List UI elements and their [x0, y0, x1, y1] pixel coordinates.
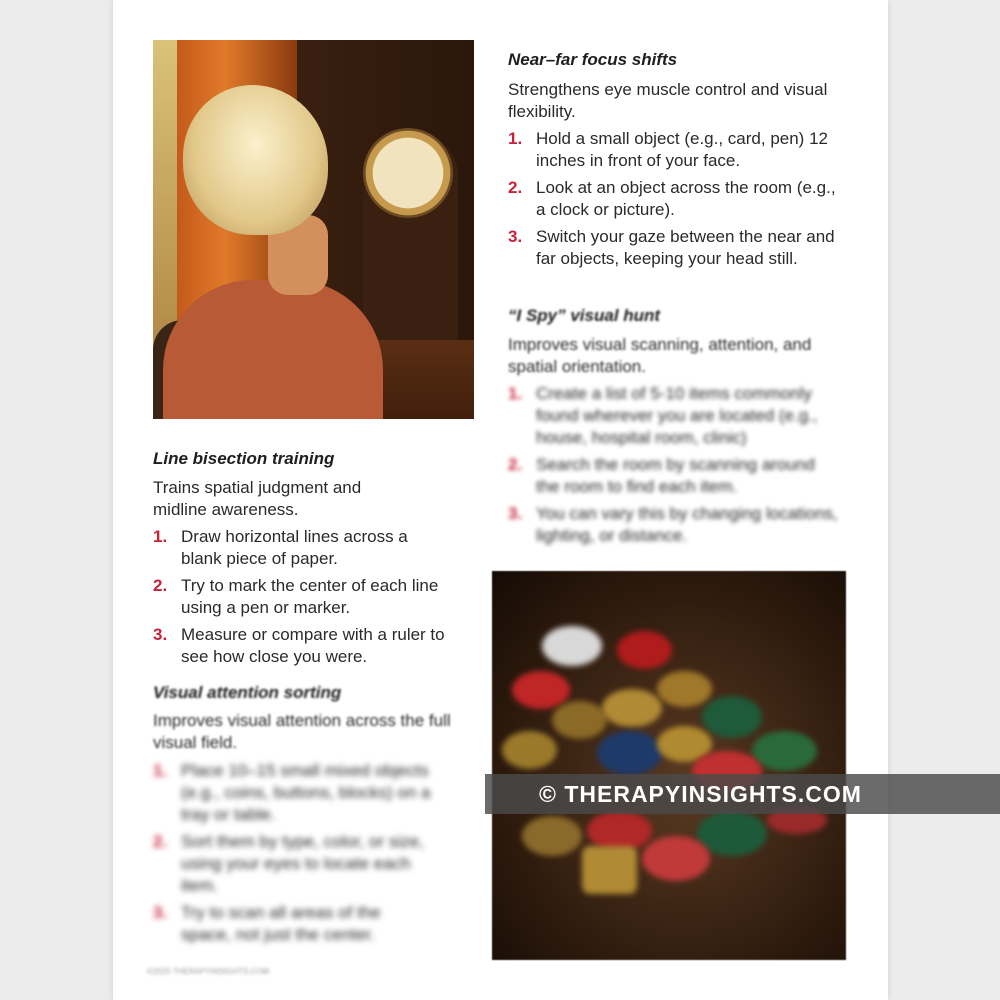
section-desc-attention-sorting: Improves visual attention across the full visual field. [153, 711, 451, 752]
section-title-attention-sorting: Visual attention sorting [153, 683, 342, 702]
section-title-i-spy: “I Spy” visual hunt [508, 306, 661, 325]
section-desc-near-far: Strengthens eye muscle control and visual flexibility. [508, 80, 828, 121]
game-tokens-photo [492, 571, 846, 960]
step-item: 1. Create a list of 5-10 items commonly found wherever you are located (e.g., house, hospital room, clinic) [508, 384, 818, 447]
steps-line-bisection [153, 526, 453, 673]
step-item: 2. Sort them by type, color, or size, using your eyes to locate each item. [153, 832, 424, 895]
woman-clock-photo [153, 40, 474, 419]
steps-i-spy [508, 383, 843, 552]
watermark-banner [485, 774, 1000, 814]
section-desc-line-bisection: Trains spatial judgment and midline awareness. [153, 478, 362, 519]
watermark-text: © THERAPYINSIGHTS.COM [539, 780, 862, 807]
step-item: 2. Search the room by scanning around the room to find each item. [508, 455, 815, 496]
step-item: 3. Switch your gaze between the near and far objects, keeping your head still. [508, 227, 835, 268]
steps-attention-sorting [153, 760, 433, 951]
steps-near-far [508, 128, 838, 275]
step-item: 3. Measure or compare with a ruler to see how close you were. [153, 625, 445, 666]
step-item: 3. You can vary this by changing locations, lighting, or distance. [508, 504, 838, 545]
step-item: 2. Try to mark the center of each line using a pen or marker. [153, 576, 439, 617]
step-item: 2. Look at an object across the room (e.g., a clock or picture). [508, 178, 836, 219]
step-item: 1. Hold a small object (e.g., card, pen) 12 inches in front of your face. [508, 129, 828, 170]
section-desc-i-spy: Improves visual scanning, attention, and spatial orientation. [508, 335, 812, 376]
section-title-near-far: Near–far focus shifts [508, 50, 678, 69]
step-item: 1. Draw horizontal lines across a blank piece of paper. [153, 527, 408, 568]
step-item: 3. Try to scan all areas of the space, not just the center. [153, 903, 381, 944]
section-title-line-bisection: Line bisection training [153, 449, 335, 468]
footer-copyright: ©2025 THERAPYINSIGHTS.COM [147, 967, 270, 976]
step-item: 1. Place 10–15 small mixed objects (e.g., coins, buttons, blocks) on a tray or table. [153, 761, 431, 824]
